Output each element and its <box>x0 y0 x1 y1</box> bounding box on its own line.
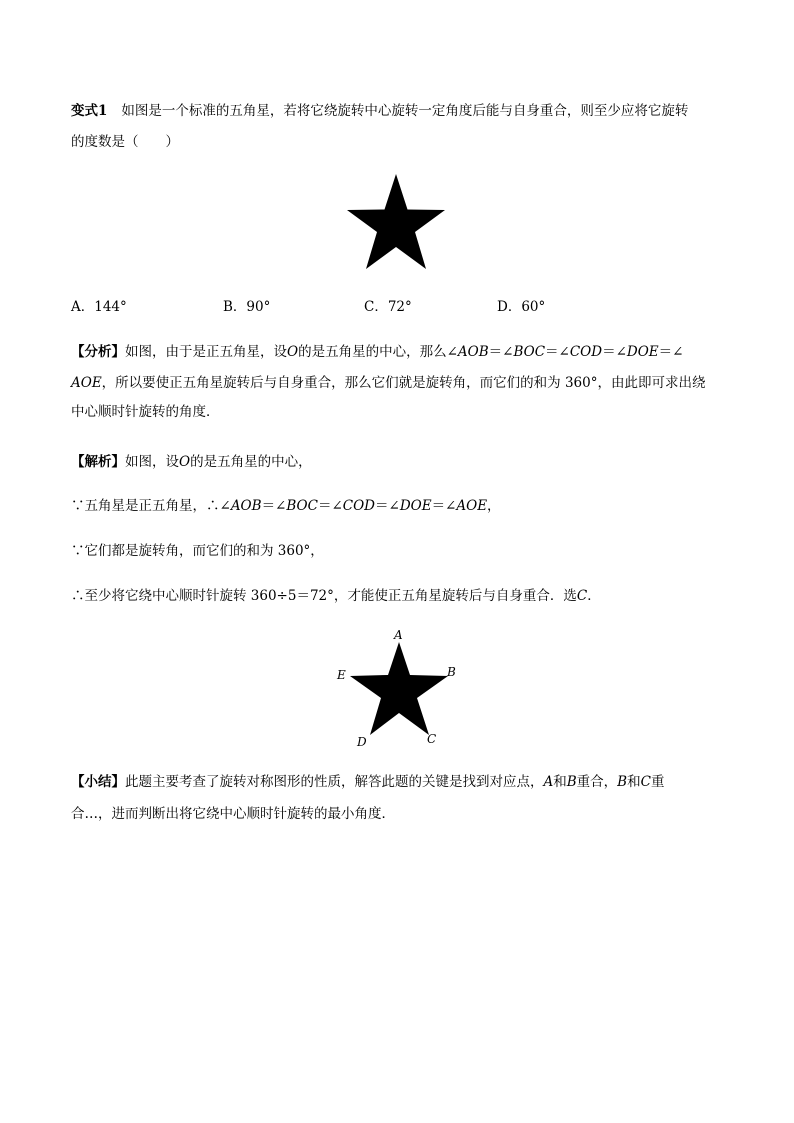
option-c-value: 72° <box>387 299 412 315</box>
math-var: AOE <box>456 498 488 514</box>
star-figure-2 <box>330 625 470 755</box>
vertex-label-c: C <box>427 732 437 746</box>
analysis-line-3 <box>71 403 220 421</box>
question-tag: 变式1 <box>71 103 108 119</box>
math-op: ＝∠ <box>545 344 570 360</box>
option-c[interactable] <box>364 298 412 316</box>
solution-text: ∵五角星是正五角星，∴∠ <box>71 498 231 514</box>
option-d-value: 60° <box>521 299 546 315</box>
math-var: DOE <box>399 498 432 514</box>
math-var: A <box>543 774 554 790</box>
question-text-1: 如图是一个标准的五角星，若将它绕旋转中心旋转一定角度后能与自身重合，则至少应将它旋转 <box>121 103 689 119</box>
math-var: DOE <box>626 344 659 360</box>
math-var: AOB <box>230 498 262 514</box>
star-shape-labeled <box>350 642 448 735</box>
option-d-letter: D． <box>497 299 522 315</box>
summary-text: 重合， <box>576 774 618 790</box>
summary-text: 此题主要考查了旋转对称图形的性质，解答此题的关键是找到对应点， <box>125 774 544 790</box>
summary-text: 重 <box>650 774 665 790</box>
star-shape <box>347 174 445 269</box>
vertex-label-b: B <box>447 665 456 679</box>
solution-text: 的是五角星的中心， <box>190 454 312 470</box>
math-op: ＝∠ <box>317 498 343 514</box>
summary-heading: 【小结】 <box>71 774 125 790</box>
math-var: B <box>617 774 628 790</box>
option-a[interactable] <box>71 298 127 316</box>
solution-line-4 <box>71 587 601 605</box>
solution-line-2 <box>71 497 501 515</box>
solution-text: ∵它们都是旋转角，而它们的和为 360°， <box>71 543 324 559</box>
math-var: B <box>566 774 577 790</box>
option-c-letter: C． <box>364 299 388 315</box>
math-var: BOC <box>513 344 546 360</box>
analysis-heading: 【分析】 <box>71 344 125 360</box>
analysis-text: ，所以要使正五角星旋转后与自身重合，那么它们就是旋转角，而它们的和为 360°，由此即可求出绕 <box>101 375 706 391</box>
option-b[interactable] <box>223 298 270 316</box>
question-line-1 <box>71 102 688 120</box>
math-op: ＝∠ <box>431 498 457 514</box>
star-figure-1 <box>346 174 446 270</box>
analysis-line-2 <box>71 374 705 392</box>
math-op: ＝∠ <box>602 344 627 360</box>
option-d[interactable] <box>497 298 545 316</box>
math-var: O <box>287 344 299 360</box>
analysis-text: 的是五角星的中心，那么∠ <box>298 344 458 360</box>
summary-line-2 <box>71 805 395 823</box>
solution-heading: 【解析】 <box>71 454 125 470</box>
math-op: ＝∠ <box>261 498 287 514</box>
math-var: C <box>576 588 588 604</box>
solution-text: ∴至少将它绕中心顺时针旋转 360÷5＝72°，才能使正五角星旋转后与自身重合．选 <box>71 588 577 604</box>
math-op: ＝∠ <box>658 344 684 360</box>
analysis-text: 如图，由于是正五角星，设 <box>125 344 287 360</box>
solution-text: ， <box>487 498 501 514</box>
summary-text: 和 <box>553 774 567 790</box>
vertex-label-d: D <box>357 735 367 749</box>
vertex-label-e: E <box>337 668 346 682</box>
option-b-letter: B． <box>223 299 247 315</box>
solution-line-3 <box>71 542 324 560</box>
math-var: AOE <box>71 375 102 391</box>
math-var: BOC <box>286 498 318 514</box>
math-var: COD <box>342 498 375 514</box>
summary-text: 和 <box>627 774 641 790</box>
vertex-label-a: A <box>394 628 403 642</box>
option-a-value: 144° <box>94 299 127 315</box>
question-line-2 <box>71 133 179 151</box>
math-op: ＝∠ <box>375 498 400 514</box>
math-var: C <box>640 774 651 790</box>
math-var: AOB <box>457 344 489 360</box>
summary-line-1 <box>71 773 664 791</box>
math-var: COD <box>569 344 603 360</box>
option-a-letter: A． <box>71 299 95 315</box>
solution-line-1 <box>71 453 312 471</box>
math-var: O <box>179 454 191 470</box>
analysis-line-1 <box>71 343 683 361</box>
summary-text: 合…，进而判断出将它绕中心顺时针旋转的最小角度． <box>71 806 395 822</box>
option-b-value: 90° <box>246 299 271 315</box>
solution-text: ． <box>587 588 601 604</box>
question-text-2: 的度数是（ ） <box>71 134 179 150</box>
solution-text: 如图，设 <box>125 454 179 470</box>
analysis-text: 中心顺时针旋转的角度． <box>71 404 220 420</box>
math-op: ＝∠ <box>488 344 514 360</box>
